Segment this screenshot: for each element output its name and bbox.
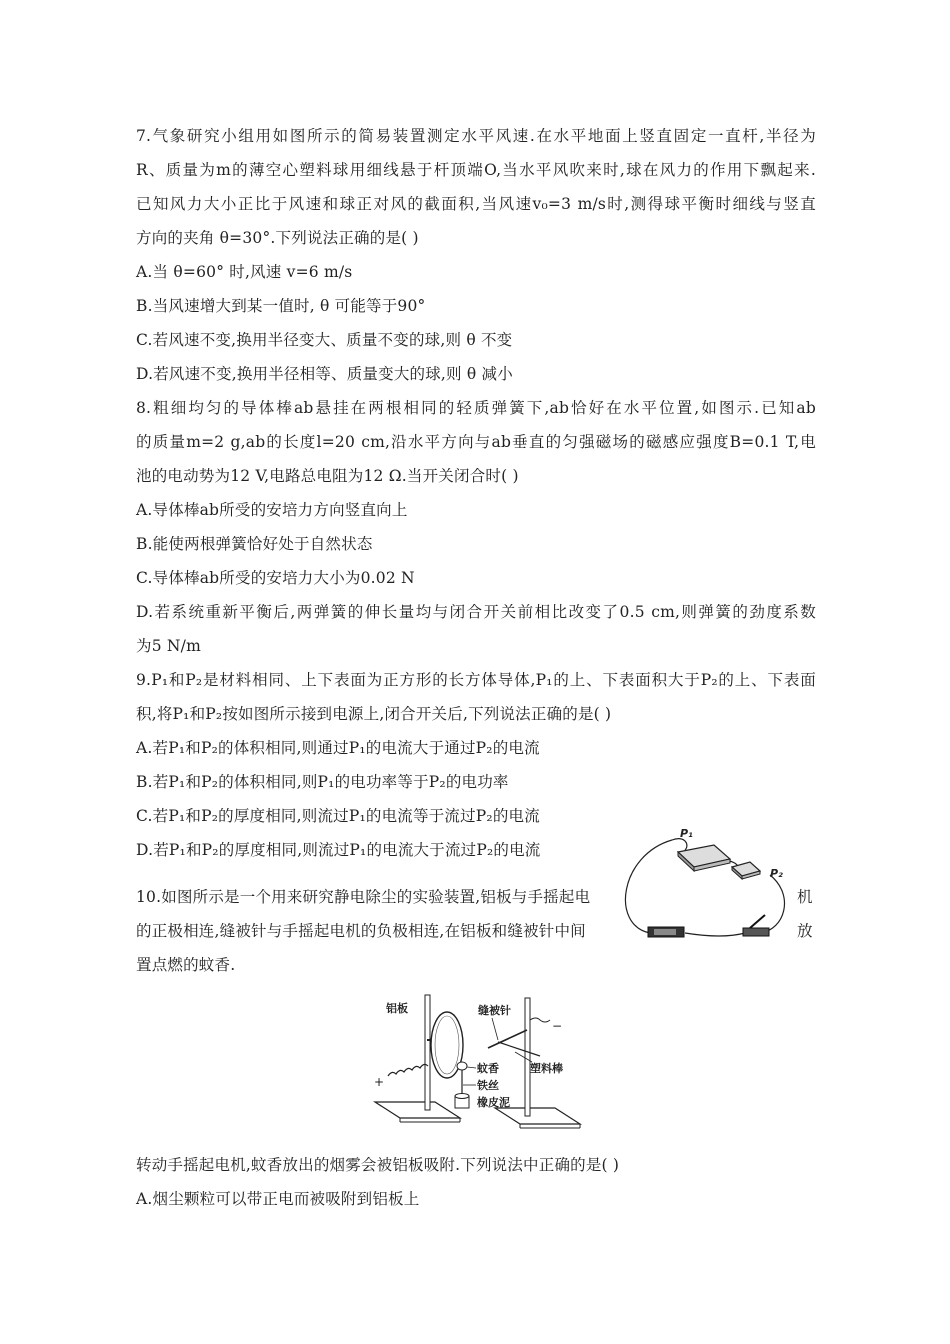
q10-apparatus-figure — [370, 990, 590, 1140]
q8-option-a: A.导体棒ab所受的安培力方向竖直向上 — [136, 501, 408, 519]
q9-option-b: B.若P₁和P₂的体积相同,则P₁的电功率等于P₂的电功率 — [136, 773, 509, 791]
q7-option-d: D.若风速不变,换用半径相等、质量变大的球,则 θ 减小 — [136, 365, 513, 383]
q7-stem-line-3: 已知风力大小正比于风速和球正对风的截面积,当风速v₀=3 m/s时,测得球平衡时细线与竖直 — [136, 195, 816, 213]
fig-minus-sign: − — [552, 1019, 563, 1033]
q8-stem-line-1: 8.粗细均匀的导体棒ab悬挂在两根相同的轻质弹簧下,ab恰好在水平位置,如图示.已知ab — [136, 399, 816, 417]
q9-option-d: D.若P₁和P₂的厚度相同,则流过P₁的电流大于流过P₂的电流 — [136, 841, 541, 859]
q10-stem-line-2-end: 放 — [797, 922, 813, 940]
q8-stem-line-2: 的质量m=2 g,ab的长度l=20 cm,沿水平方向与ab垂直的匀强磁场的磁感应强度B=0.1 T,电 — [136, 433, 816, 451]
q8-option-d-line-1: D.若系统重新平衡后,两弹簧的伸长量均与闭合开关前相比改变了0.5 cm,则弹簧的劲度系数 — [136, 603, 816, 621]
q7-option-b: B.当风速增大到某一值时, θ 可能等于90° — [136, 297, 426, 315]
fig-label-plasticine: 橡皮泥 — [477, 1096, 510, 1109]
q9-option-c: C.若P₁和P₂的厚度相同,则流过P₁的电流等于流过P₂的电流 — [136, 807, 540, 825]
fig-label-plastic-rod: 塑料棒 — [530, 1062, 563, 1075]
fig-plus-sign: + — [374, 1075, 385, 1089]
q9-stem-line-1: 9.P₁和P₂是材料相同、上下表面为正方形的长方体导体,P₁的上、下表面积大于P₂的上、下表面 — [136, 671, 816, 689]
q7-option-a: A.当 θ=60° 时,风速 v=6 m/s — [136, 263, 353, 281]
fig-label-iron-wire: 铁丝 — [477, 1079, 499, 1092]
q10-option-a: A.烟尘颗粒可以带正电而被吸附到铝板上 — [136, 1190, 420, 1208]
fig-label-needle: 缝被针 — [478, 1004, 511, 1017]
q10-stem-line-4: 转动手摇起电机,蚊香放出的烟雾会被铝板吸附.下列说法中正确的是( ) — [136, 1156, 620, 1174]
q8-option-c: C.导体棒ab所受的安培力大小为0.02 N — [136, 569, 415, 587]
fig-label-p1: P₁ — [680, 827, 693, 840]
q8-option-d-line-2: 为5 N/m — [136, 637, 201, 655]
q10-stem-line-2: 的正极相连,缝被针与手摇起电机的负极相连,在铝板和缝被针中间 — [136, 922, 586, 940]
q7-option-c: C.若风速不变,换用半径变大、质量不变的球,则 θ 不变 — [136, 331, 513, 349]
q8-stem-line-3: 池的电动势为12 V,电路总电阻为12 Ω.当开关闭合时( ) — [136, 467, 519, 485]
q7-stem-line-4: 方向的夹角 θ=30°.下列说法正确的是( ) — [136, 229, 419, 247]
fig-label-aluminum-plate: 铝板 — [386, 1002, 408, 1015]
q10-stem-line-1: 10.如图所示是一个用来研究静电除尘的实验装置,铝板与手摇起电 — [136, 888, 591, 906]
q7-stem-line-1: 7.气象研究小组用如图所示的简易装置测定水平风速.在水平地面上竖直固定一直杆,半径为 — [136, 127, 816, 145]
fig-label-p2: P₂ — [770, 867, 783, 880]
q10-stem-line-1-end: 机 — [797, 888, 813, 906]
switch-icon — [743, 928, 769, 936]
q8-option-b: B.能使两根弹簧恰好处于自然状态 — [136, 535, 373, 553]
q9-stem-line-2: 积,将P₁和P₂按如图所示接到电源上,闭合开关后,下列说法正确的是( ) — [136, 705, 612, 723]
q7-stem-line-2: R、质量为m的薄空心塑料球用细线悬于杆顶端O,当水平风吹来时,球在风力的作用下飘起来. — [136, 161, 816, 179]
q10-stem-line-3: 置点燃的蚊香. — [136, 956, 236, 974]
q9-option-a: A.若P₁和P₂的体积相同,则通过P₁的电流大于通过P₂的电流 — [136, 739, 540, 757]
fig-label-mosquito-coil: 蚊香 — [477, 1062, 499, 1075]
q9-circuit-figure — [610, 815, 800, 945]
